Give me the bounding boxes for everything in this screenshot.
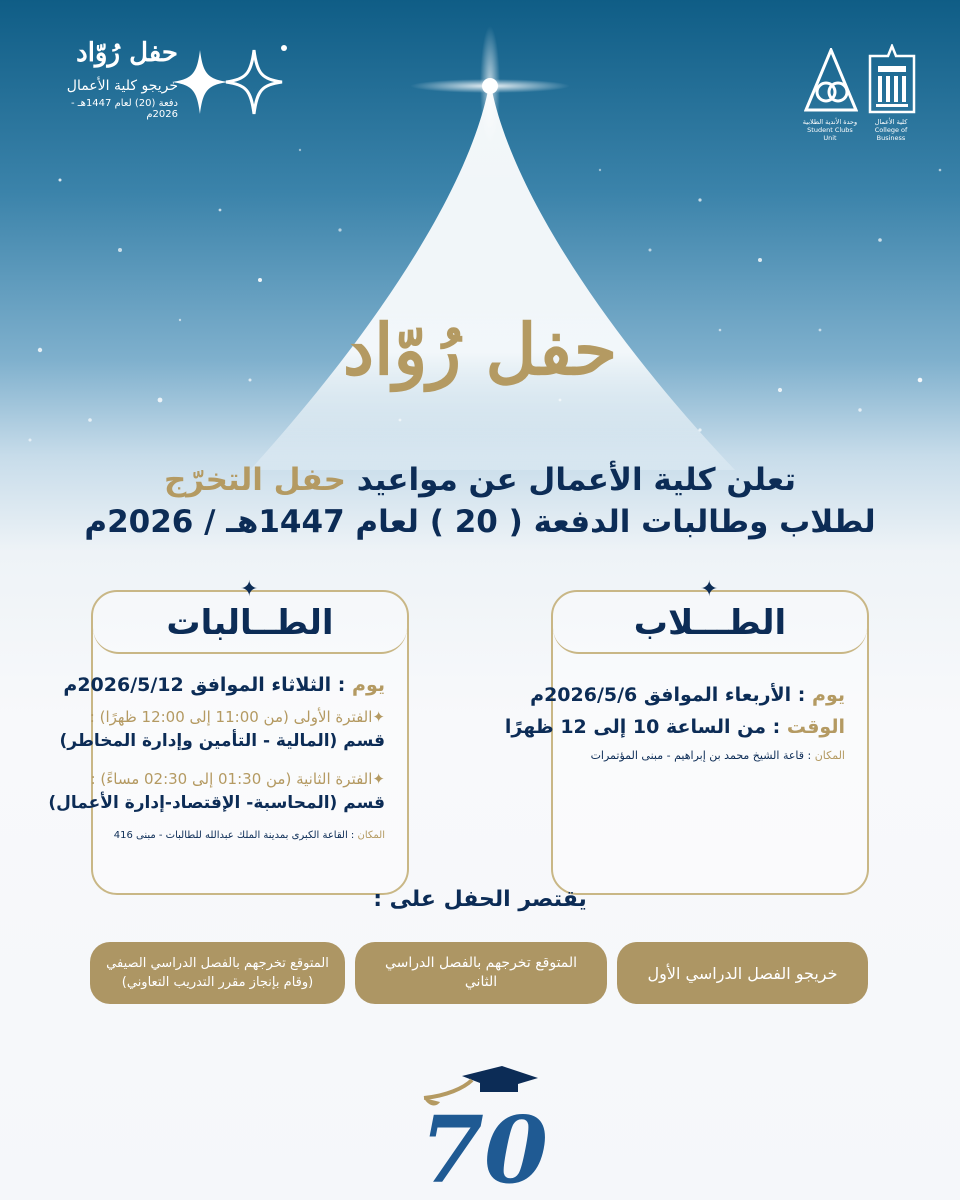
event-logo-detail: دفعة (20) لعام 1447هـ - 2026م xyxy=(70,98,178,120)
restriction-heading: يقتصر الحفل على : xyxy=(373,887,587,912)
college-caption: كلية الأعمال College of Business xyxy=(874,118,908,142)
female-students-card xyxy=(48,577,409,895)
female-card-body xyxy=(48,670,385,846)
male-day: يوم : الأربعاء الموافق 2026/5/6م xyxy=(530,684,845,706)
event-logo xyxy=(54,38,294,118)
college-building-logo-icon xyxy=(866,44,918,116)
category-pill-summer-semester: المتوقع تخرجهم بالفصل الدراسي الصيفي (وقام بإنجاز مقرر التدريب التعاوني) xyxy=(90,942,345,1004)
male-card-body xyxy=(504,680,845,766)
category-pill-second-semester: المتوقع تخرجهم بالفصل الدراسي الثاني xyxy=(355,942,607,1004)
announcement-highlight: حفل التخرّج xyxy=(163,462,346,498)
event-logo-subtitle: خريجو كلية الأعمال xyxy=(66,78,178,94)
clubs-caption: وحدة الأندية الطلابية Student Clubs Unit xyxy=(802,118,858,142)
male-students-card xyxy=(504,577,869,895)
male-time: الوقت : من الساعة 10 إلى 12 ظهرًا xyxy=(504,716,845,738)
organization-logos xyxy=(800,42,920,142)
event-logo-title: حفل رُوّاد xyxy=(76,38,178,68)
female-period-1-value: قسم (المالية - التأمين وإدارة المخاطر) xyxy=(59,731,385,751)
female-place: المكان : القاعة الكبرى بمدينة الملك عبدالله للطالبات - مبنى 416 xyxy=(113,830,385,841)
page-title: حفل رُوّاد xyxy=(342,308,618,391)
female-period-2-value: قسم (المحاسبة- الإقتصاد-إدارة الأعمال) xyxy=(48,793,385,813)
female-day: يوم : الثلاثاء الموافق 2026/5/12م xyxy=(63,674,385,696)
announcement-line-2: لطلاب وطالبات الدفعة ( 20 ) لعام 1447هـ / 2026م xyxy=(84,504,876,540)
anniversary-70-emblem xyxy=(406,1062,556,1187)
student-clubs-logo-icon xyxy=(804,48,858,114)
announcement-line-1 xyxy=(80,458,880,502)
female-card-title: الطــالبات xyxy=(93,592,407,654)
sparkle-stars-icon xyxy=(172,44,292,116)
announcement-prefix: تعلن كلية الأعمال عن مواعيد xyxy=(356,462,797,498)
male-card-title: الطـــلاب xyxy=(553,592,867,654)
sparkle-icon: ✦ xyxy=(700,577,719,602)
sparkle-icon: ✦ xyxy=(240,577,259,602)
male-place: المكان : قاعة الشيخ محمد بن إبراهيم - مبنى المؤتمرات xyxy=(590,749,845,762)
female-period-1-label: ✦الفترة الأولى (من 11:00 إلى 12:00 ظهرًا) : xyxy=(89,708,385,726)
female-period-2-label: ✦الفترة الثانية (من 01:30 إلى 02:30 مساءً) : xyxy=(90,770,385,788)
category-pill-first-semester: خريجو الفصل الدراسي الأول xyxy=(617,942,868,1004)
anniversary-number: 70 xyxy=(419,1096,549,1187)
